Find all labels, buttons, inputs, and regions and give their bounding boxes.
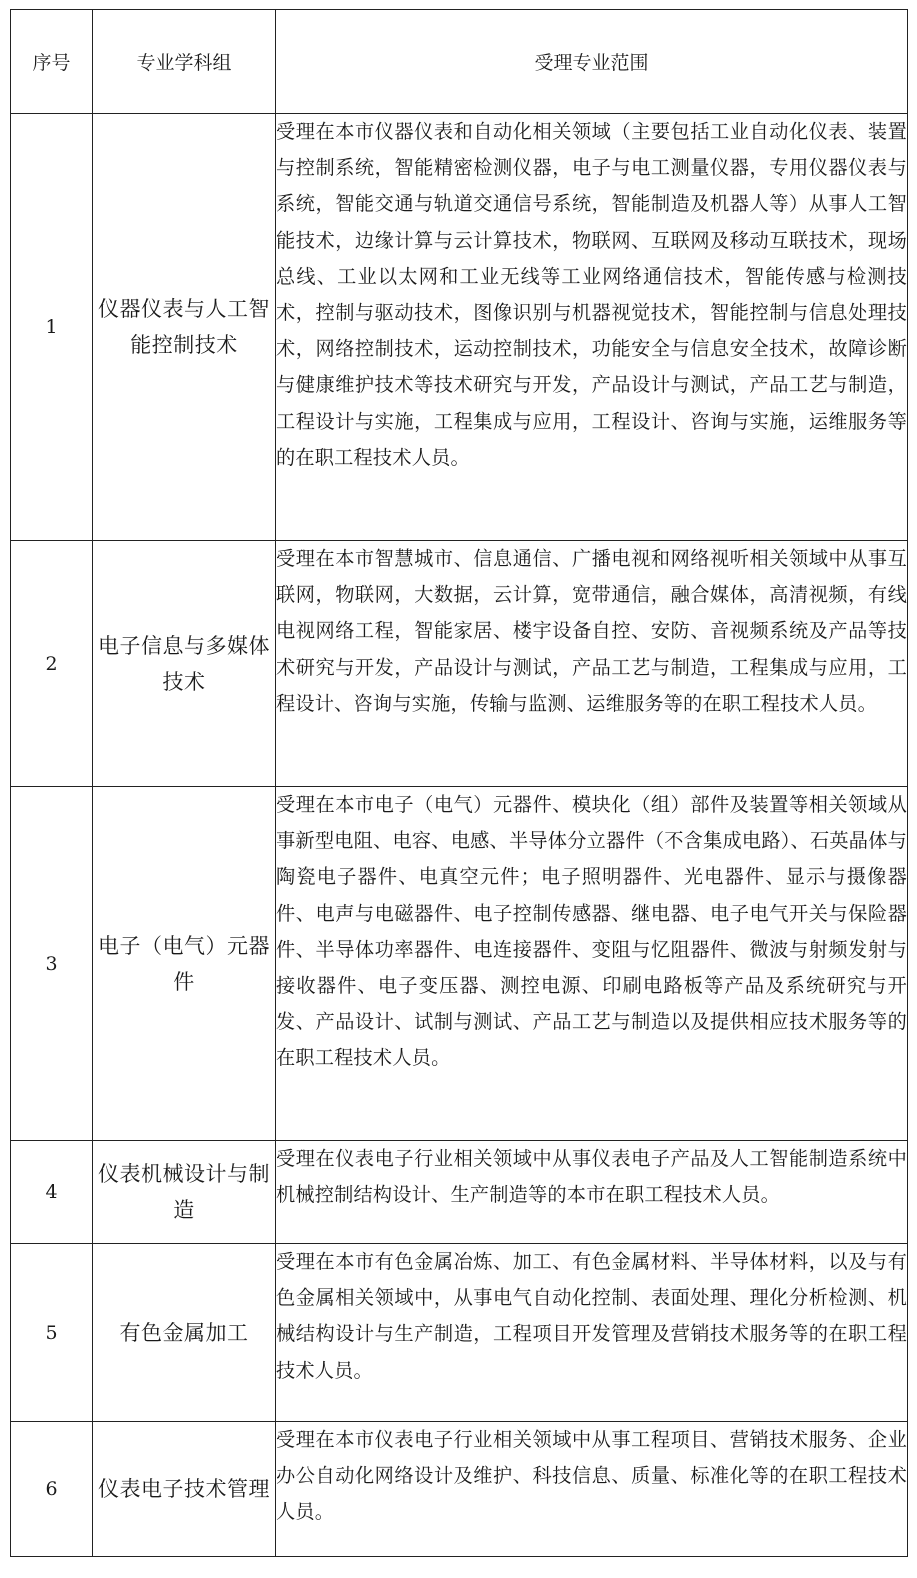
subject-group-label: 仪表电子技术管理 — [98, 1477, 270, 1501]
row-number: 2 — [11, 541, 93, 787]
subject-group-label: 仪器仪表与人工智能控制技术 — [98, 297, 270, 357]
header-row — [11, 10, 908, 114]
table-row — [11, 1141, 908, 1244]
row-number: 3 — [11, 787, 93, 1141]
row-number: 6 — [11, 1422, 93, 1557]
scope-description: 受理在仪表电子行业相关领域中从事仪表电子产品及人工智能制造系统中机械控制结构设计、生产制造等的本市在职工程技术人员。 — [276, 1141, 908, 1244]
scope-description: 受理在本市电子（电气）元器件、模块化（组）部件及装置等相关领域从事新型电阻、电容、电感、半导体分立器件（不含集成电路）、石英晶体与陶瓷电子器件、电真空元件；电子照明器件、光电器件、显示与摄像器件、电声与电磁器件、电子控制传感器、继电器、电子电气开关与保险器件、半导体功率器件、电连接器件、变阻与忆阻器件、微波与射频发射与接收器件、电子变压器、测控电源、印刷电路板等产品及系统研究与开发、产品设计、试制与测试、产品工艺与制造以及提供相应技术服务等的在职工程技术人员。 — [276, 787, 908, 1141]
row-number: 4 — [11, 1141, 93, 1244]
table-row — [11, 787, 908, 1141]
subject-group — [93, 1141, 276, 1244]
subject-group — [93, 787, 276, 1141]
row-number: 1 — [11, 114, 93, 541]
row-number: 5 — [11, 1244, 93, 1422]
subject-group-label: 电子（电气）元器件 — [98, 933, 270, 994]
subject-group — [93, 541, 276, 787]
table-row — [11, 1422, 908, 1557]
header-scope: 受理专业范围 — [276, 10, 908, 114]
table-row — [11, 114, 908, 541]
subject-group-label: 仪表机械设计与制造 — [98, 1162, 270, 1222]
scope-description: 受理在本市有色金属冶炼、加工、有色金属材料、半导体材料，以及与有色金属相关领域中，从事电气自动化控制、表面处理、理化分析检测、机械结构设计与生产制造，工程项目开发管理及营销技术服务等的在职工程技术人员。 — [276, 1244, 908, 1422]
subject-group-label: 电子信息与多媒体技术 — [98, 633, 270, 694]
scope-description: 受理在本市智慧城市、信息通信、广播电视和网络视听相关领域中从事互联网，物联网，大数据，云计算，宽带通信，融合媒体，高清视频，有线电视网络工程，智能家居、楼宇设备自控、安防、音视频系统及产品等技术研究与开发，产品设计与测试，产品工艺与制造，工程集成与应用，工程设计、咨询与实施，传输与监测、运维服务等的在职工程技术人员。 — [276, 541, 908, 787]
header-group: 专业学科组 — [93, 10, 276, 114]
table-row — [11, 541, 908, 787]
subject-group — [93, 114, 276, 541]
subject-group — [93, 1244, 276, 1422]
header-no: 序号 — [11, 10, 93, 114]
scope-description: 受理在本市仪表电子行业相关领域中从事工程项目、营销技术服务、企业办公自动化网络设计及维护、科技信息、质量、标准化等的在职工程技术人员。 — [276, 1422, 908, 1557]
subject-group — [93, 1422, 276, 1557]
table-row — [11, 1244, 908, 1422]
scope-description: 受理在本市仪器仪表和自动化相关领域（主要包括工业自动化仪表、装置与控制系统，智能精密检测仪器，电子与电工测量仪器，专用仪器仪表与系统，智能交通与轨道交通信号系统，智能制造及机器人等）从事人工智能技术，边缘计算与云计算技术，物联网、互联网及移动互联技术，现场总线、工业以太网和工业无线等工业网络通信技术，智能传感与检测技术，控制与驱动技术，图像识别与机器视觉技术，智能控制与信息处理技术，网络控制技术，运动控制技术，功能安全与信息安全技术，故障诊断与健康维护技术等技术研究与开发，产品设计与测试，产品工艺与制造，工程设计与实施，工程集成与应用，工程设计、咨询与实施，运维服务等的在职工程技术人员。 — [276, 114, 908, 541]
scope-table — [10, 9, 908, 1557]
subject-group-label: 有色金属加工 — [119, 1320, 249, 1345]
